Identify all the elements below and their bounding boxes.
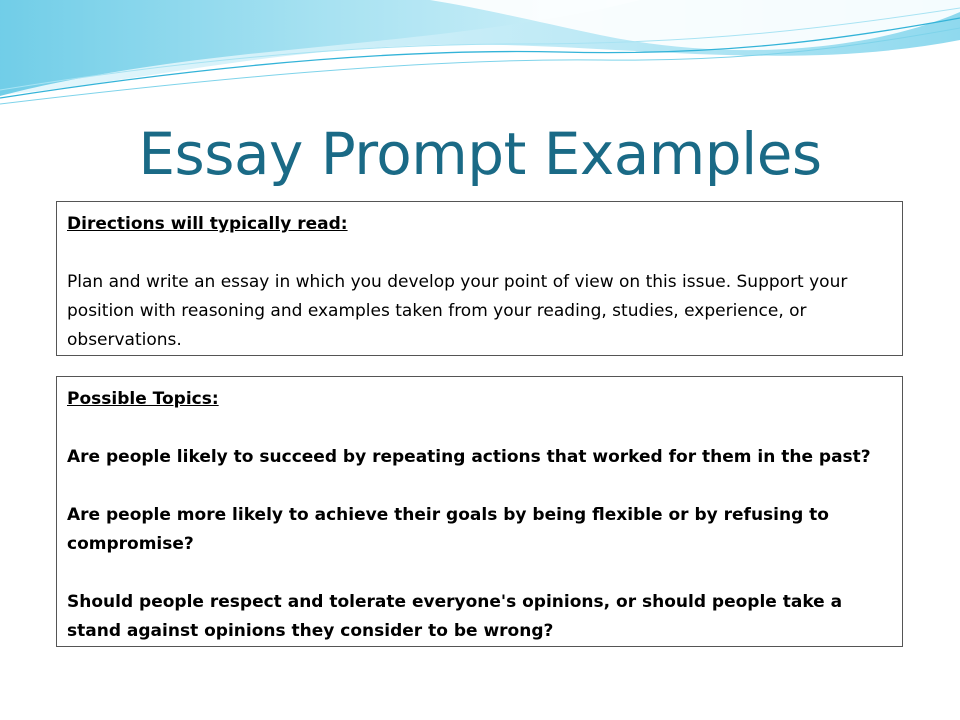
topic-item-2: Are people more likely to achieve their goals by being flexible or by refusing to compromise?: [67, 505, 829, 554]
topic-item-3: Should people respect and tolerate everyone's opinions, or should people take a stand against opinions they consider to be wrong?: [67, 592, 843, 641]
directions-box: [56, 201, 903, 356]
directions-body: Plan and write an essay in which you develop your point of view on this issue. Support your position with reasoning and examples taken from your reading, studies, experience, or observations.: [67, 272, 848, 350]
slide-title: Essay Prompt Examples: [138, 120, 822, 188]
topic-item-1: Are people likely to succeed by repeating actions that worked for them in the past?: [67, 447, 871, 467]
directions-heading: Directions will typically read:: [67, 214, 348, 234]
topics-heading: Possible Topics:: [67, 389, 219, 409]
wave-header-graphic: [0, 0, 960, 120]
topics-box: [56, 376, 903, 647]
